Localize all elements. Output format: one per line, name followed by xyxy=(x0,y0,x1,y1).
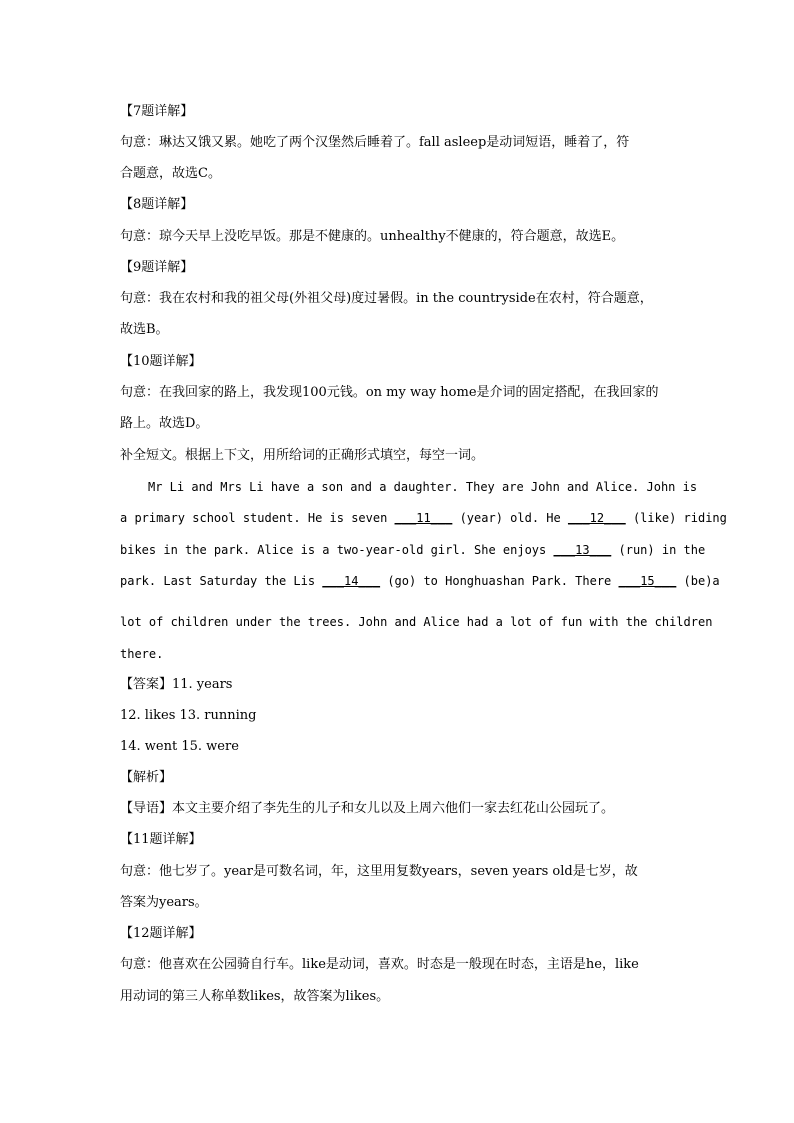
analysis-heading: 【解析】 xyxy=(120,770,173,785)
passage-line-4: park. Last Saturday the Lis ___14___ (go) to Honghuashan Park. There ___15___ (be)a xyxy=(120,574,720,588)
q10-explanation-line-1: 句意：在我回家的路上，我发现100元钱。on my way home是介词的固定搭配，在我回家的 xyxy=(120,385,659,400)
blank-12: ___12___ xyxy=(567,511,626,525)
guide-text: 【导语】本文主要介绍了李先生的儿子和女儿以及上周六他们一家去红花山公园玩了。 xyxy=(120,801,615,816)
blank-13: ___13___ xyxy=(553,543,612,557)
q8-explanation-line-1: 句意：琼今天早上没吃早饭。那是不健康的。unhealthy不健康的，符合题意，故选E。 xyxy=(120,229,625,244)
blank-15: ___15___ xyxy=(618,574,677,588)
q10-explanation-line-2: 路上。故选D。 xyxy=(120,416,209,431)
q11-explanation-line-1: 句意：他七岁了。year是可数名词，年，这里用复数years，seven years old是七岁，故 xyxy=(120,864,638,879)
passage-line-5: lot of children under the trees. John and Alice had a lot of fun with the children xyxy=(120,615,713,629)
q9-explanation-line-2: 故选B。 xyxy=(120,322,169,337)
blank-14: ___14___ xyxy=(322,574,381,588)
blank-11: ___11___ xyxy=(394,511,453,525)
q9-explanation-line-1: 句意：我在农村和我的祖父母(外祖父母)度过暑假。in the countryside在农村，符合题意， xyxy=(120,291,653,306)
q7-heading: 【7题详解】 xyxy=(120,104,194,119)
q8-heading: 【8题详解】 xyxy=(120,197,194,212)
passage-line-1: Mr Li and Mrs Li have a son and a daughter. They are John and Alice. John is xyxy=(148,480,698,494)
q9-heading: 【9题详解】 xyxy=(120,260,194,275)
q11-explanation-line-2: 答案为years。 xyxy=(120,895,208,910)
answer-line-1: 【答案】11. years xyxy=(120,677,233,692)
q10-heading: 【10题详解】 xyxy=(120,354,202,369)
exercise-instruction: 补全短文。根据上下文，用所给词的正确形式填空，每空一词。 xyxy=(120,448,485,463)
q12-explanation-line-1: 句意：他喜欢在公园骑自行车。like是动词，喜欢。时态是一般现在时态，主语是he，like xyxy=(120,957,639,972)
passage-line-3: bikes in the park. Alice is a two-year-old girl. She enjoys ___13___ (run) in the xyxy=(120,543,706,557)
passage-line-2: a primary school student. He is seven ___11___ (year) old. He ___12___ (like) riding xyxy=(120,511,727,525)
passage-line-6: there. xyxy=(120,647,164,661)
answer-line-3: 14. went 15. were xyxy=(120,739,239,754)
q7-explanation-line-2: 合题意，故选C。 xyxy=(120,166,221,181)
q11-heading: 【11题详解】 xyxy=(120,832,202,847)
answer-line-2: 12. likes 13. running xyxy=(120,708,257,723)
q12-heading: 【12题详解】 xyxy=(120,926,202,941)
q7-explanation-line-1: 句意：琳达又饿又累。她吃了两个汉堡然后睡着了。fall asleep是动词短语，睡着了，符 xyxy=(120,135,630,150)
q12-explanation-line-2: 用动词的第三人称单数likes，故答案为likes。 xyxy=(120,989,390,1004)
